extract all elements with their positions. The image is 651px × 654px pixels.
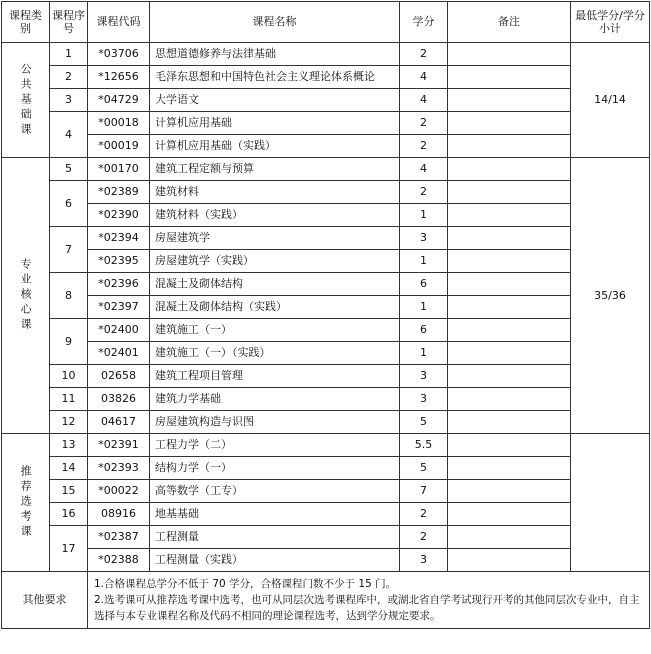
header-credit: 学分 [400, 2, 448, 43]
code-cell: 03826 [88, 388, 150, 411]
name-cell: 建筑材料 [150, 181, 400, 204]
note-cell [448, 66, 571, 89]
code-cell: 04617 [88, 411, 150, 434]
code-cell: *00022 [88, 480, 150, 503]
code-cell: *02400 [88, 319, 150, 342]
note-cell [448, 526, 571, 549]
curriculum-table [1, 1, 650, 629]
table-row [2, 227, 650, 250]
note-cell [448, 549, 571, 572]
seq-cell: 14 [50, 457, 88, 480]
min-credit-elective [571, 434, 650, 572]
min-credit-core: 35/36 [571, 158, 650, 434]
note-cell [448, 480, 571, 503]
table-row [2, 158, 650, 181]
note-cell [448, 457, 571, 480]
header-name: 课程名称 [150, 2, 400, 43]
seq-cell: 16 [50, 503, 88, 526]
credit-cell: 5 [400, 457, 448, 480]
name-cell: 结构力学（一） [150, 457, 400, 480]
table-row [2, 66, 650, 89]
name-cell: 建筑施工（一） [150, 319, 400, 342]
name-cell: 建筑工程项目管理 [150, 365, 400, 388]
name-cell: 工程测量（实践） [150, 549, 400, 572]
name-cell: 建筑工程定额与预算 [150, 158, 400, 181]
credit-cell: 1 [400, 250, 448, 273]
note-cell [448, 158, 571, 181]
table-row [2, 273, 650, 296]
name-cell: 建筑材料（实践） [150, 204, 400, 227]
code-cell: *04729 [88, 89, 150, 112]
seq-cell: 4 [50, 112, 88, 158]
credit-cell: 7 [400, 480, 448, 503]
note-cell [448, 434, 571, 457]
credit-cell: 2 [400, 112, 448, 135]
credit-cell: 4 [400, 158, 448, 181]
note-cell [448, 227, 571, 250]
code-cell: *02390 [88, 204, 150, 227]
requirements-label: 其他要求 [2, 572, 88, 629]
table-row [2, 434, 650, 457]
credit-cell: 1 [400, 296, 448, 319]
name-cell: 思想道德修养与法律基础 [150, 43, 400, 66]
requirement-line-1: 1.合格课程总学分不低于 70 学分，合格课程门数不少于 15 门。 [94, 577, 397, 590]
table-row [2, 135, 650, 158]
header-seq: 课程序号 [50, 2, 88, 43]
credit-cell: 2 [400, 503, 448, 526]
table-row [2, 365, 650, 388]
name-cell: 地基基础 [150, 503, 400, 526]
seq-cell: 7 [50, 227, 88, 273]
credit-cell: 5 [400, 411, 448, 434]
name-cell: 工程测量 [150, 526, 400, 549]
note-cell [448, 43, 571, 66]
name-cell: 建筑施工（一）（实践） [150, 342, 400, 365]
table-row [2, 250, 650, 273]
note-cell [448, 181, 571, 204]
credit-cell: 4 [400, 89, 448, 112]
name-cell: 计算机应用基础（实践） [150, 135, 400, 158]
credit-cell: 2 [400, 526, 448, 549]
note-cell [448, 135, 571, 158]
requirements-row [2, 572, 650, 629]
table-row [2, 319, 650, 342]
requirements-notes [88, 572, 650, 629]
code-cell: *00018 [88, 112, 150, 135]
header-note: 备注 [448, 2, 571, 43]
name-cell: 计算机应用基础 [150, 112, 400, 135]
seq-cell: 1 [50, 43, 88, 66]
credit-cell: 5.5 [400, 434, 448, 457]
credit-cell: 3 [400, 227, 448, 250]
code-cell: *02395 [88, 250, 150, 273]
seq-cell: 6 [50, 181, 88, 227]
code-cell: *02401 [88, 342, 150, 365]
note-cell [448, 250, 571, 273]
table-row [2, 480, 650, 503]
code-cell: *12656 [88, 66, 150, 89]
code-cell: *03706 [88, 43, 150, 66]
header-code: 课程代码 [88, 2, 150, 43]
table-row [2, 181, 650, 204]
name-cell: 混凝土及砌体结构（实践） [150, 296, 400, 319]
note-cell [448, 204, 571, 227]
table-row [2, 457, 650, 480]
table-row [2, 43, 650, 66]
header-min-credit: 最低学分/学分小计 [571, 2, 650, 43]
seq-cell: 10 [50, 365, 88, 388]
note-cell [448, 296, 571, 319]
code-cell: *00170 [88, 158, 150, 181]
code-cell: *02391 [88, 434, 150, 457]
seq-cell: 9 [50, 319, 88, 365]
category-professional-core: 专业核心课 [2, 158, 50, 434]
note-cell [448, 411, 571, 434]
credit-cell: 2 [400, 43, 448, 66]
table-row [2, 503, 650, 526]
table-row [2, 112, 650, 135]
name-cell: 房屋建筑构造与识图 [150, 411, 400, 434]
seq-cell: 17 [50, 526, 88, 572]
note-cell [448, 273, 571, 296]
table-row [2, 89, 650, 112]
seq-cell: 8 [50, 273, 88, 319]
seq-cell: 2 [50, 66, 88, 89]
seq-cell: 5 [50, 158, 88, 181]
name-cell: 混凝土及砌体结构 [150, 273, 400, 296]
header-category: 课程类别 [2, 2, 50, 43]
name-cell: 工程力学（二） [150, 434, 400, 457]
category-public-basic: 公共基础课 [2, 43, 50, 158]
code-cell: *02394 [88, 227, 150, 250]
note-cell [448, 388, 571, 411]
credit-cell: 6 [400, 273, 448, 296]
name-cell: 高等数学（工专） [150, 480, 400, 503]
seq-cell: 13 [50, 434, 88, 457]
name-cell: 毛泽东思想和中国特色社会主义理论体系概论 [150, 66, 400, 89]
requirement-line-2: 2.选考课可从推荐选考课中选考，也可从同层次选考课程库中，或湖北省自学考试现行开考的其他同层次专业中，自主选择与本专业课程名称及代码不相同的理论课程选考，达到学分规定要求。 [94, 593, 640, 623]
credit-cell: 2 [400, 135, 448, 158]
name-cell: 房屋建筑学（实践） [150, 250, 400, 273]
header-row [2, 2, 650, 43]
name-cell: 建筑力学基础 [150, 388, 400, 411]
note-cell [448, 503, 571, 526]
table-row [2, 388, 650, 411]
code-cell: 08916 [88, 503, 150, 526]
credit-cell: 2 [400, 181, 448, 204]
min-credit-public: 14/14 [571, 43, 650, 158]
note-cell [448, 342, 571, 365]
code-cell: *00019 [88, 135, 150, 158]
credit-cell: 3 [400, 549, 448, 572]
credit-cell: 1 [400, 342, 448, 365]
credit-cell: 6 [400, 319, 448, 342]
table-row [2, 411, 650, 434]
credit-cell: 3 [400, 365, 448, 388]
name-cell: 大学语文 [150, 89, 400, 112]
table-row [2, 526, 650, 549]
code-cell: *02389 [88, 181, 150, 204]
code-cell: *02387 [88, 526, 150, 549]
code-cell: *02396 [88, 273, 150, 296]
code-cell: *02397 [88, 296, 150, 319]
note-cell [448, 319, 571, 342]
code-cell: *02388 [88, 549, 150, 572]
note-cell [448, 365, 571, 388]
note-cell [448, 89, 571, 112]
code-cell: 02658 [88, 365, 150, 388]
table-row [2, 342, 650, 365]
table-row [2, 296, 650, 319]
seq-cell: 3 [50, 89, 88, 112]
table-row [2, 204, 650, 227]
credit-cell: 4 [400, 66, 448, 89]
note-cell [448, 112, 571, 135]
name-cell: 房屋建筑学 [150, 227, 400, 250]
seq-cell: 11 [50, 388, 88, 411]
code-cell: *02393 [88, 457, 150, 480]
credit-cell: 3 [400, 388, 448, 411]
credit-cell: 1 [400, 204, 448, 227]
seq-cell: 12 [50, 411, 88, 434]
table-row [2, 549, 650, 572]
seq-cell: 15 [50, 480, 88, 503]
category-recommended-elective: 推荐选考课 [2, 434, 50, 572]
